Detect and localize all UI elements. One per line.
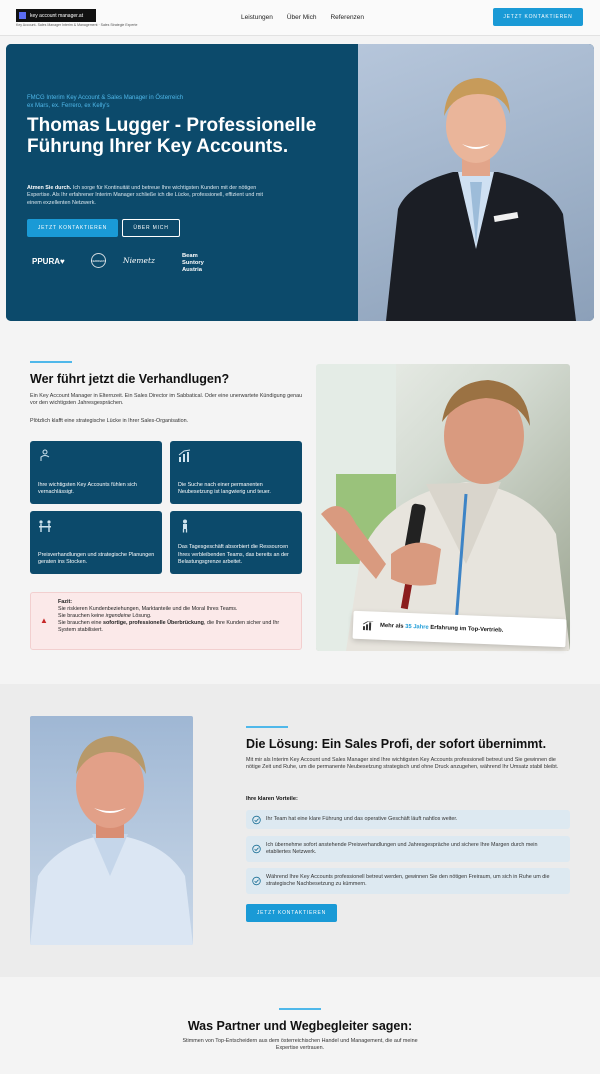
problem-gap: Plötzlich klafft eine strategische Lücke in Ihrer Sales-Organisation. bbox=[30, 418, 189, 424]
speaker-illustration bbox=[316, 364, 570, 651]
logo-ferrero: FERRERO bbox=[91, 253, 106, 268]
nav-link-leistungen[interactable]: Leistungen bbox=[241, 14, 273, 21]
section-divider bbox=[246, 726, 288, 728]
section-divider bbox=[279, 1008, 321, 1010]
logo-beam-suntory: Beam Suntory Austria bbox=[182, 253, 204, 273]
hero-body-lead: Atmen Sie durch. bbox=[27, 185, 72, 191]
hero-kicker-line2: ex Mars, ex. Ferrero, ex Kelly's bbox=[27, 102, 110, 109]
nav-contact-button[interactable]: JETZT KONTAKTIEREN bbox=[493, 8, 583, 26]
section-divider bbox=[30, 361, 72, 363]
problem-card-text: Preisverhandlungen und strategische Planungen geraten ins Stocken. bbox=[38, 551, 155, 565]
testimonials-title: Was Partner und Wegbegleiter sagen: bbox=[187, 1019, 413, 1033]
top-nav bbox=[0, 0, 600, 36]
benefit-item bbox=[246, 810, 570, 829]
benefit-text: Ihr Team hat eine klare Führung und das operative Geschäft läuft nahtlos weiter. bbox=[266, 815, 458, 822]
hero-title: Thomas Lugger - Professionelle Führung Ihrer Key Accounts. bbox=[27, 115, 317, 157]
meeting-icon bbox=[38, 519, 52, 533]
portrait-illustration bbox=[358, 44, 594, 321]
logo[interactable] bbox=[16, 9, 96, 22]
hero-about-button[interactable]: ÜBER MICH bbox=[122, 219, 180, 237]
problem-card-text: Das Tagesgeschäft absorbiert die Ressourcen Ihres verbleibenden Teams, das bereits an der Belastungsgrenze arbeitet. bbox=[178, 544, 289, 565]
benefit-text: Während Ihre Key Accounts professionell betreut werden, gewinnen Sie den nötigen Freiraum, um sich in Ruhe um die strategische Nachbesetzung zu kümmern. bbox=[266, 873, 550, 887]
logo-ppura: PPURA♥ bbox=[32, 257, 65, 266]
benefit-text: Ich übernehme sofort anstehende Preisverhandlungen und Jahresgespräche und sichere Ihre Margen durch mein etabliertes Netzwerk. bbox=[266, 841, 538, 855]
portrait2-illustration bbox=[30, 716, 193, 945]
testimonials-intro: Stimmen von Top-Entscheidern aus dem österreichischen Handel und Management, die auf meine Expertise vertrauen. bbox=[182, 1038, 418, 1052]
problem-title: Wer führt jetzt die Verhandlugen? bbox=[30, 372, 230, 386]
speaker-photo bbox=[316, 364, 570, 651]
benefit-item bbox=[246, 868, 570, 894]
benefits-heading: Ihre klaren Vorteile: bbox=[246, 796, 298, 802]
problem-card-text: Ihre wichtigsten Key Accounts fühlen sich vernachlässigt. bbox=[38, 481, 137, 495]
problem-card-text: Die Suche nach einer permanenten Neubesetzung ist langwierig und teuer. bbox=[178, 481, 271, 495]
fazit-box bbox=[30, 592, 302, 650]
person-desk-icon bbox=[38, 449, 52, 463]
hero-portrait bbox=[358, 44, 594, 321]
bar-chart-icon bbox=[178, 449, 192, 463]
heart-icon: ♥ bbox=[60, 257, 65, 266]
nav-link-referenzen[interactable]: Referenzen bbox=[330, 14, 365, 21]
nav-link-ueber-mich[interactable]: Über Mich bbox=[286, 14, 317, 21]
warning-icon: ▲ bbox=[40, 616, 48, 625]
fazit-line2: Sie brauchen keine irgendeine Lösung. bbox=[58, 613, 152, 619]
check-circle-icon bbox=[252, 815, 261, 824]
hero-panel bbox=[6, 44, 358, 321]
hero-kicker bbox=[27, 95, 183, 110]
logo-niemetz: Niemetz bbox=[123, 256, 155, 265]
person-icon bbox=[178, 519, 192, 533]
hero-contact-button[interactable]: JETZT KONTAKTIEREN bbox=[27, 219, 118, 237]
chart-growth-icon bbox=[363, 621, 374, 630]
nav-links bbox=[241, 14, 364, 21]
fazit-label: Fazit: bbox=[58, 599, 73, 605]
solution-contact-button[interactable]: JETZT KONTAKTIEREN bbox=[246, 904, 337, 922]
problem-card bbox=[30, 511, 162, 574]
fazit-line1: Sie riskieren Kundenbeziehungen, Marktanteile und die Moral Ihres Teams. bbox=[58, 606, 238, 612]
problem-card bbox=[170, 441, 302, 504]
hero-section bbox=[6, 44, 594, 321]
fazit-line3: Sie brauchen eine sofortige, professionelle Überbrückung, die Ihre Kunden sicher und Ihr System stabilisiert. bbox=[58, 620, 280, 633]
logo-tagline: Key Account- Sales Manager Interim & Management · Sales Strategie Experte bbox=[16, 23, 138, 27]
solution-title: Die Lösung: Ein Sales Profi, der sofort übernimmt. bbox=[246, 737, 547, 751]
hero-body-text: Ich sorge für Kontinuität und betreue Ihre wichtigsten Kunden mit der nötigen Expertise. Als Ihr erfahrener Interim Manager schließe ich die Lücke, professionell, effizient und mit einem exzellenten Netzwerk. bbox=[27, 185, 264, 206]
solution-body: Mit mir als Interim Key Account und Sales Manager sind Ihre wichtigsten Key Accounts professionell betreut und Sie gewinnen die nötige Zeit und Ruhe, um die permanente Neubesetzung strategisch und ohne Druck anzugehen, während Ihr Umsatz stabil bleibt. bbox=[246, 757, 559, 771]
badge-text: Mehr als 35 Jahre Erfahrung im Top-Vertrieb. bbox=[379, 622, 504, 634]
hero-kicker-line1: FMCG Interim Key Account & Sales Manager in Österreich bbox=[27, 95, 184, 101]
portrait-photo bbox=[30, 716, 193, 945]
problem-intro: Ein Key Account Manager in Elternzeit. Ein Sales Director im Sabbatical. Oder eine unerwartete Kündigung genau vor den wichtigsten Jahresgesprächen. bbox=[30, 393, 303, 407]
benefit-item bbox=[246, 836, 570, 862]
problem-card bbox=[170, 511, 302, 574]
hero-body bbox=[27, 185, 277, 207]
problem-card bbox=[30, 441, 162, 504]
logo-mark-icon bbox=[19, 12, 26, 19]
check-circle-icon bbox=[252, 845, 261, 854]
check-circle-icon bbox=[252, 877, 261, 886]
logo-text: key account manager.at bbox=[30, 12, 84, 19]
